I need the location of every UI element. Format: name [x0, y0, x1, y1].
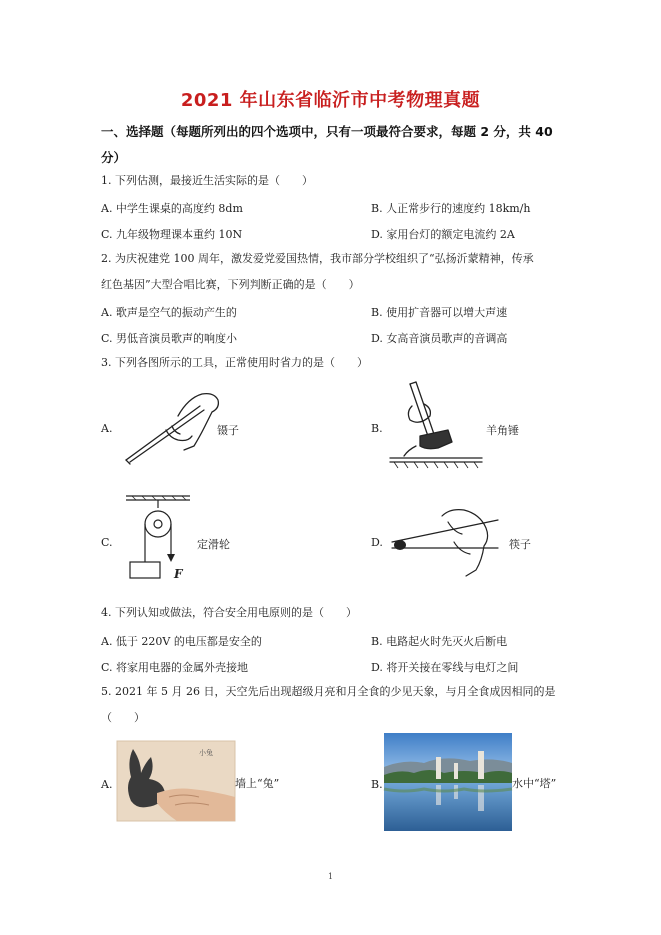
question-4-option-c: C. 将家用电器的金属外壳接地 [101, 661, 249, 674]
question-3-option-a-label: 镊子 [217, 424, 239, 437]
claw-hammer-figure [386, 376, 486, 468]
question-3-stem: 3. 下列各图所示的工具，正常使用时省力的是（ ） [101, 356, 368, 369]
page-number: 1 [327, 872, 334, 881]
question-5-stem-line1: 5. 2021 年 5 月 26 日，天空先后出现超级月亮和月全食的少见天象，与月全食成因相同的是 [101, 685, 556, 698]
question-4-option-a: A. 低于 220V 的电压都是安全的 [101, 635, 262, 648]
question-3-option-c-label: 定滑轮 [197, 538, 230, 551]
question-2-option-d: D. 女高音演员歌声的音调高 [371, 332, 508, 345]
question-5-option-b-label: 水中“塔” [512, 777, 557, 790]
question-1-option-a: A. 中学生课桌的高度约 8dm [101, 202, 243, 215]
question-1-option-c: C. 九年级物理课本重约 10N [101, 228, 243, 241]
question-2-option-a: A. 歌声是空气的振动产生的 [101, 306, 237, 319]
section-heading-line1: 一、选择题（每题所列出的四个选项中，只有一项最符合要求，每题 2 分，共 40 [101, 124, 553, 139]
question-3-option-b-label: 羊角锤 [486, 424, 519, 437]
section-heading-line2: 分） [101, 150, 127, 165]
question-4-option-b: B. 电路起火时先灭火后断电 [371, 635, 508, 648]
question-1-option-b: B. 人正常步行的速度约 18km/h [371, 202, 531, 215]
chopsticks-figure [388, 504, 500, 578]
question-3-option-b-letter: B. [371, 422, 383, 435]
question-3-option-d-letter: D. [371, 536, 383, 549]
force-label: F [174, 567, 183, 581]
photo-caption: 小兔 [199, 749, 213, 757]
question-5-option-a-label: 墙上“兔” [235, 777, 280, 790]
question-3-option-c-letter: C. [101, 536, 113, 549]
question-3-option-a-letter: A. [101, 422, 113, 435]
fixed-pulley-figure [124, 490, 204, 584]
question-2-stem-line2: 红色基因”大型合唱比赛，下列判断正确的是（ ） [101, 278, 360, 291]
question-5-stem-line2: （ ） [101, 711, 145, 724]
question-5-option-b-letter: B. [371, 778, 383, 791]
question-4-stem: 4. 下列认知或做法，符合安全用电原则的是（ ） [101, 606, 357, 619]
question-5-option-a-letter: A. [101, 778, 113, 791]
question-4-option-d: D. 将开关接在零线与电灯之间 [371, 661, 519, 674]
tweezers-figure [118, 388, 228, 468]
pagoda-reflection-photo [384, 733, 512, 831]
rabbit-shadow-photo [117, 741, 235, 821]
question-2-option-c: C. 男低音演员歌声的响度小 [101, 332, 238, 345]
question-1-option-d: D. 家用台灯的额定电流约 2A [371, 228, 515, 241]
page-title: 2021 年山东省临沂市中考物理真题 [180, 90, 481, 111]
question-2-stem-line1: 2. 为庆祝建党 100 周年，激发爱党爱国热情，我市部分学校组织了“弘扬沂蒙精神，传承 [101, 252, 534, 265]
question-3-option-d-label: 筷子 [509, 538, 531, 551]
question-2-option-b: B. 使用扩音器可以增大声速 [371, 306, 508, 319]
question-1-stem: 1. 下列估测，最接近生活实际的是（ ） [101, 174, 313, 187]
